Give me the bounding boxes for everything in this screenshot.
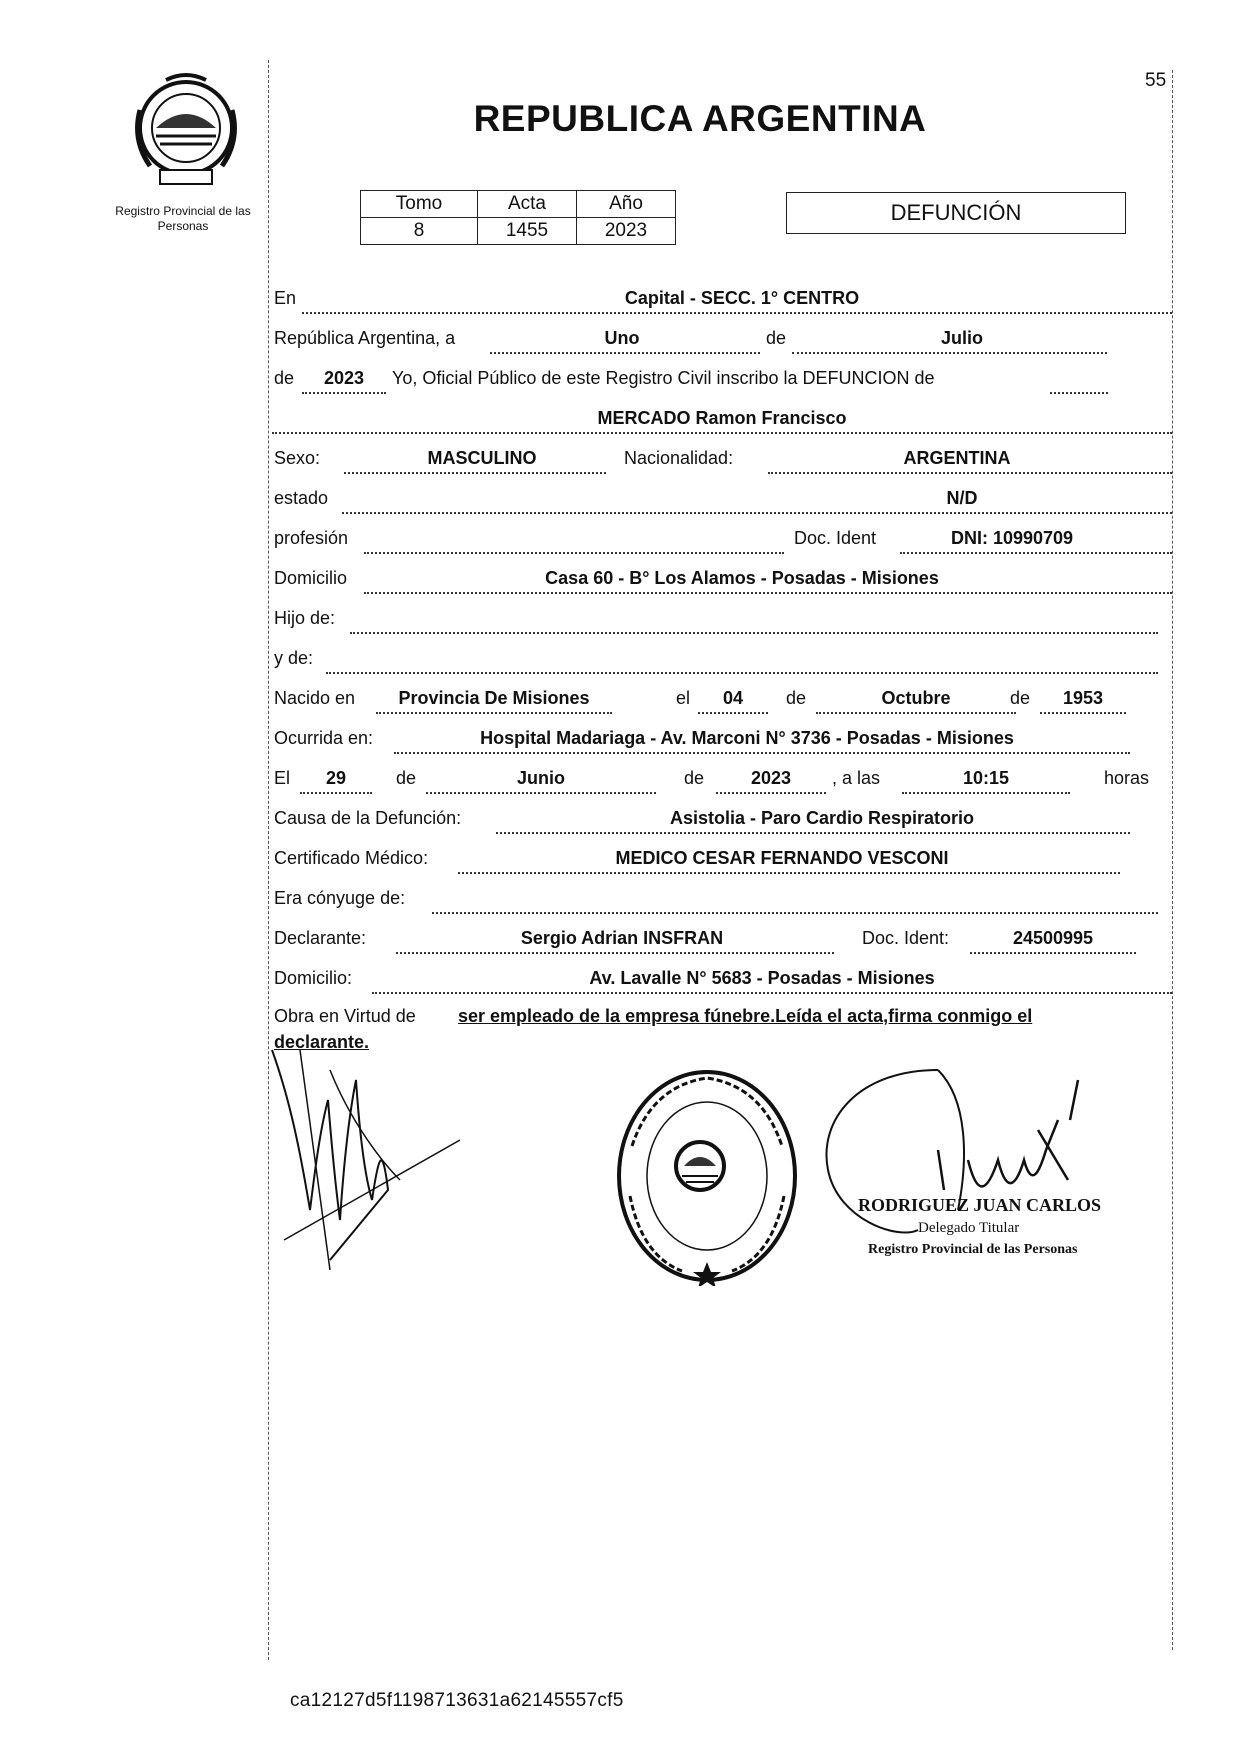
official-title: Delegado Titular [918, 1220, 1020, 1236]
row-hijo-de [272, 606, 1172, 634]
label-hijo-de: Hijo de: [274, 608, 336, 628]
label-conyuge: Era cónyuge de: [274, 888, 406, 908]
value-birth-day: 04 [722, 688, 744, 708]
value-day-words: Uno [604, 328, 640, 348]
row-obra [272, 1004, 1172, 1032]
row-conyuge [272, 886, 1172, 914]
value-nacido-en: Provincia De Misiones [398, 688, 590, 708]
value-tomo: 8 [361, 218, 478, 245]
header-acta: Acta [478, 191, 577, 218]
value-estado: N/D [946, 488, 978, 508]
value-certificado: MEDICO CESAR FERNANDO VESCONI [615, 848, 949, 868]
official-signature [818, 1060, 1118, 1245]
label-en: En [274, 288, 297, 308]
official-name: RODRIGUEZ JUAN CARLOS [858, 1195, 1102, 1215]
value-declarante: Sergio Adrian INSFRAN [520, 928, 724, 948]
label-declarante: Declarante: [274, 928, 367, 948]
value-month-words: Julio [940, 328, 983, 348]
label-de-4: de [1010, 688, 1031, 708]
row-death-date [272, 766, 1172, 794]
label-nacionalidad: Nacionalidad: [624, 448, 734, 468]
header-anio: Año [577, 191, 676, 218]
value-sexo: MASCULINO [427, 448, 537, 468]
row-domicilio [272, 566, 1172, 594]
label-domicilio: Domicilio [274, 568, 348, 588]
label-nacido-en: Nacido en [274, 688, 356, 708]
row-year-officer [272, 366, 1172, 394]
label-de-5: de [396, 768, 417, 788]
label-obra: Obra en Virtud de [274, 1006, 416, 1026]
label-ocurrida-en: Ocurrida en: [274, 728, 374, 748]
official-office: Registro Provincial de las Personas [868, 1242, 1078, 1257]
value-obra-2: declarante. [274, 1032, 370, 1052]
page-number: 55 [1145, 70, 1167, 91]
label-a-las: , a las [832, 768, 881, 788]
value-deceased-name: MERCADO Ramon Francisco [597, 408, 847, 428]
label-sexo: Sexo: [274, 448, 321, 468]
value-causa: Asistolia - Paro Cardio Respiratorio [669, 808, 975, 828]
value-place: Capital - SECC. 1° CENTRO [624, 288, 860, 308]
label-republica: República Argentina, a [274, 328, 456, 348]
value-year: 2023 [323, 368, 365, 388]
value-domicilio: Casa 60 - B° Los Alamos - Posadas - Misiones [545, 568, 939, 588]
misiones-seal-logo [126, 70, 246, 190]
value-domicilio-2: Av. Lavalle N° 5683 - Posadas - Misiones [589, 968, 935, 988]
official-stamp [612, 1066, 802, 1291]
row-sex-nationality [272, 446, 1172, 474]
officer-text: Yo, Oficial Público de este Registro Civil inscribo la DEFUNCION de [392, 368, 935, 388]
label-el: el [676, 688, 691, 708]
row-place [272, 286, 1172, 314]
header-tomo: Tomo [361, 191, 478, 218]
register-table [360, 190, 676, 245]
row-causa [272, 806, 1172, 834]
value-birth-month: Octubre [881, 688, 951, 708]
document-code: ca12127d5f1198713631a62145557cf5 [290, 1690, 624, 1711]
row-date [272, 326, 1172, 354]
row-nacido [272, 686, 1172, 714]
value-doc-2: 24500995 [1012, 928, 1094, 948]
label-causa: Causa de la Defunción: [274, 808, 462, 828]
value-anio: 2023 [577, 218, 676, 245]
row-ocurrida [272, 726, 1172, 754]
label-estado: estado [274, 488, 329, 508]
label-horas: horas [1104, 768, 1150, 788]
label-domicilio-2: Domicilio: [274, 968, 353, 988]
act-type-box: DEFUNCIÓN [786, 192, 1126, 234]
row-profesion [272, 526, 1172, 554]
label-el-2: El [274, 768, 291, 788]
value-doc: DNI: 10990709 [950, 528, 1074, 548]
issuer-caption: Registro Provincial de las Personas [115, 204, 251, 233]
value-ocurrida-en: Hospital Madariaga - Av. Marconi N° 3736 - Posadas - Misiones [480, 728, 1014, 748]
left-margin-line [268, 60, 269, 1660]
label-doc-ident-2: Doc. Ident: [862, 928, 950, 948]
value-nacionalidad: ARGENTINA [903, 448, 1011, 468]
value-birth-year: 1953 [1062, 688, 1104, 708]
label-de-3: de [786, 688, 807, 708]
document-title: REPUBLICA ARGENTINA [473, 98, 927, 139]
label-de-6: de [684, 768, 705, 788]
label-y-de: y de: [274, 648, 314, 668]
row-y-de [272, 646, 1172, 674]
label-profesion: profesión [274, 528, 349, 548]
row-deceased-name [272, 406, 1172, 434]
label-doc-ident: Doc. Ident [794, 528, 877, 548]
value-acta: 1455 [478, 218, 577, 245]
row-certificado [272, 846, 1172, 874]
value-obra: ser empleado de la empresa fúnebre.Leída el acta,firma conmigo el [458, 1006, 1033, 1026]
value-death-year: 2023 [750, 768, 792, 788]
row-estado [272, 486, 1172, 514]
row-domicilio-declarante [272, 966, 1172, 994]
label-certificado: Certificado Médico: [274, 848, 429, 868]
right-margin-line [1172, 70, 1173, 1650]
value-death-month: Junio [517, 768, 565, 788]
label-de-2: de [274, 368, 295, 388]
value-death-day: 29 [325, 768, 347, 788]
declarant-signature [270, 1040, 470, 1285]
value-hour: 10:15 [962, 768, 1010, 788]
row-declarante [272, 926, 1172, 954]
label-de-1: de [766, 328, 787, 348]
